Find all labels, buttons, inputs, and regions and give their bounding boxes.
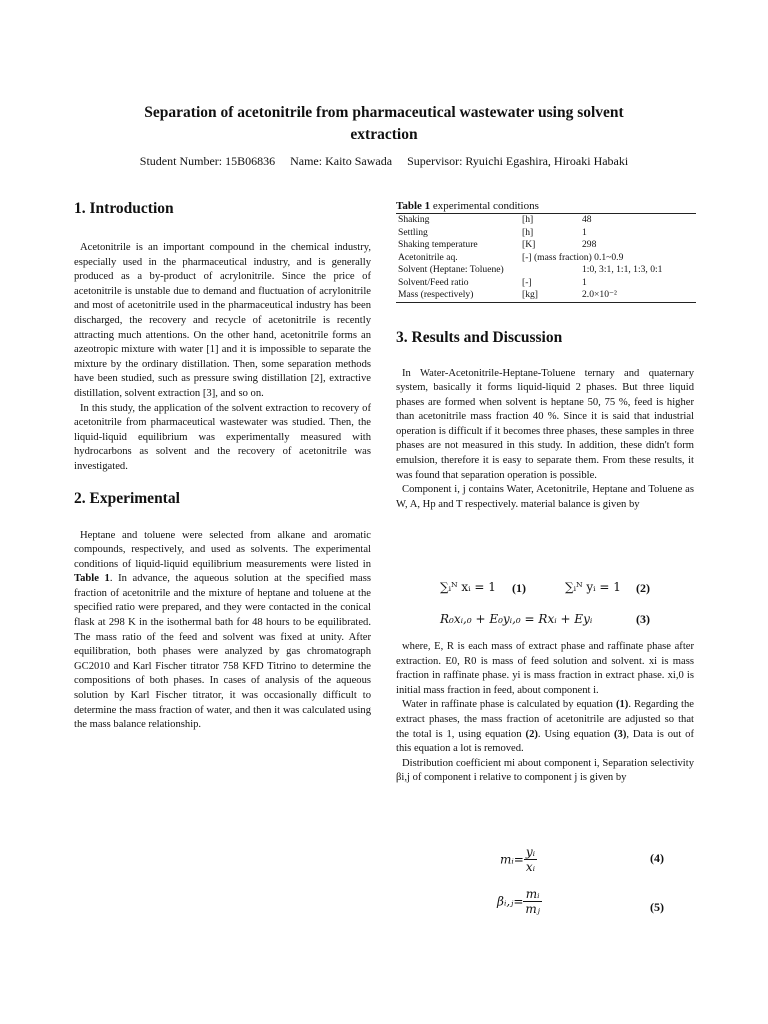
experimental-conditions-table: [396, 213, 696, 303]
table-cell-param: Shaking: [396, 214, 520, 227]
results-paragraph-3: where, E, R is each mass of extract phase and raffinate phase after extraction. E0, R0 is mass of feed solution and solvent. xi is mass fraction in raffinate phase. yi is mass fraction in extract phase. xi,0 is initial mass fraction in feed, about component i.: [396, 641, 694, 696]
equation-1: ∑ᵢᴺ xᵢ = 1: [440, 580, 496, 594]
results-continued: [396, 640, 694, 786]
experimental-text-b: . In advance, the aqueous solution at the specified mass fraction of acetonitrile and the mixture of heptane and toluene at the specified ratio were prepared, and they were contacted in the conical flask at 298 K in the isothermal bath for 48 hours to be equilibrated. The mass ratio of the feed and solvent was fixed at unity. After equilibration, both phases were analyzed by gas chromatograph GC2010 and Karl Fischer titrator 758 KFD Titrino to determine the compositions of both phases. In cases of analysis of the aqueous solution by Karl Fischer titrator, it was occasionally difficult to determine the mass fraction of water, and then it was calculated using the mass balance relationship.: [74, 573, 371, 731]
table-row: [396, 239, 696, 252]
equation-2-number: (2): [636, 581, 650, 595]
results-text-4a: Water in raffinate phase is calculated by equation: [402, 699, 616, 711]
equation-ref-2: (2): [525, 728, 538, 740]
section-heading-experimental: 2. Experimental: [74, 489, 180, 507]
results-text-4c: . Using equation: [537, 728, 615, 740]
table-cell-param: Solvent/Feed ratio: [398, 276, 469, 288]
table-row: [396, 214, 696, 227]
equation-4: [500, 845, 537, 874]
table-cell-param: Solvent (Heptane: Toluene): [398, 264, 504, 275]
equation-3-number: (3): [636, 612, 650, 626]
equation-4-number: (4): [650, 851, 664, 865]
title-line-2: extraction: [350, 126, 418, 143]
title-line-1: Separation of acetonitrile from pharmaceutical wastewater using solvent: [144, 104, 624, 121]
results-paragraph-4: [396, 698, 694, 756]
equation-4-numerator: yᵢ: [525, 845, 536, 859]
student-number: Student Number: 15B06836: [139, 154, 276, 168]
table-cell-unit: [-]: [522, 276, 532, 288]
table-cell-unit: [kg]: [520, 289, 580, 302]
table-cell-param: Settling: [398, 226, 428, 238]
table-cell-value: 1: [582, 226, 587, 238]
table-row: [396, 227, 696, 240]
table-cell-unit: [h]: [522, 226, 534, 238]
results-paragraph-2: Component i, j contains Water, Acetonitrile, Heptane and Toluene as W, A, Hp and T respectively. material balance is given by: [396, 484, 694, 510]
section-heading-results: 3. Results and Discussion: [396, 328, 563, 346]
table-row: [396, 277, 696, 290]
author-line: [60, 154, 708, 169]
table-cell-value: 48: [580, 214, 696, 227]
section-heading-introduction: 1. Introduction: [74, 200, 174, 217]
table-cell-value: 1:0, 3:1, 1:1, 1:3, 0:1: [582, 264, 663, 275]
table-row: [396, 252, 696, 265]
equation-4-lhs: mᵢ=: [500, 852, 524, 867]
experimental-text-a: Heptane and toluene were selected from alkane and aromatic compounds, respectively, and used as solvents. The experimental conditions of liquid-liquid equilibrium measurements were listed in: [74, 529, 371, 570]
table-cell-value: 298: [582, 239, 597, 250]
table-cell-unit: [-] (mass fraction) 0.1~0.9: [522, 251, 624, 263]
table-cell-value: 1: [582, 276, 587, 288]
table-1-reference: Table 1: [74, 573, 110, 585]
equation-5: [497, 887, 542, 916]
right-column: [396, 200, 694, 512]
experimental-paragraph: [74, 529, 371, 733]
equation-2: ∑ᵢᴺ yᵢ = 1: [565, 580, 621, 594]
table-row: [396, 264, 696, 277]
equation-3: R₀xᵢ,₀ + E₀yᵢ,₀ = Rxᵢ + Eyᵢ: [440, 612, 593, 626]
table-cell-value: 2.0×10⁻²: [580, 289, 696, 302]
supervisor: Supervisor: Ryuichi Egashira, Hiroaki Habaki: [407, 154, 629, 168]
equation-5-denominator: mⱼ: [525, 902, 540, 916]
equation-5-number: (5): [650, 900, 664, 914]
author-name: Name: Kaito Sawada: [290, 154, 393, 168]
equation-5-fraction: [523, 887, 542, 916]
equation-ref-1: (1): [615, 699, 629, 711]
table-cell-param: Mass (respectively): [396, 289, 520, 302]
equation-5-lhs: βᵢ,ⱼ=: [497, 894, 524, 909]
equation-1-number: (1): [512, 581, 526, 595]
equation-5-numerator: mᵢ: [523, 887, 542, 902]
table-cell-unit: [h]: [520, 214, 580, 227]
table-cell-param: Acetonitrile aq.: [398, 251, 458, 263]
table-row: [396, 289, 696, 302]
table-cell-param: Shaking temperature: [398, 239, 478, 250]
intro-paragraph-2: In this study, the application of the solvent extraction to recovery of acetonitrile from pharmaceutical wastewater was studied. Then, the liquid-liquid equilibrium was experimentally measured with hydrocarbons as solvent and the recovery of acetonitrile was investigated.: [74, 402, 371, 472]
table-caption-label: Table 1: [396, 200, 431, 212]
equation-4-fraction: [524, 845, 537, 874]
results-text-4d: , Data is out of this equation a lot is removed.: [396, 728, 694, 755]
results-text-4b: . Regarding the extract phases, the mass fraction of acetonitrile are adjusted so that the total is 1, using equation: [396, 699, 694, 740]
equation-ref-3: (3): [614, 728, 627, 740]
intro-paragraph-1: Acetonitrile is an important compound in the chemical industry, especially used in the pharmaceutical industry, and is generally produced as a by-product of acrylonitrile. Since the price of acetonitrile is unstable due to demand and fluctuation of acrylonitrile and most of acetonitrile used in the pharmaceutical industry has been discharged, the recovery and recycle of acetonitrile is recently attracting much attentions. On the other hand, acetonitrile forms an azeotropic mixture with water [1] and it is impossible to separate the mixture by the ordinary distillation. Then, some separation methods have been studied, such as pressure swing distillation [2], extractive distillation, solvent extraction [3], and so on.: [74, 242, 371, 399]
table-caption: [396, 200, 694, 212]
results-paragraph-5: Distribution coefficient mi about component i, Separation selectivity βi,j of component i relative to component j is given by: [396, 757, 694, 784]
results-paragraph-1: In Water-Acetonitrile-Heptane-Toluene ternary and quaternary system, basically it forms liquid-liquid 2 phases. But three liquid phases are formed when solvent is heptane 50, 75 %, feed is higher than acetonitrile mass fraction 40 %. Since it is said that industrial operation is difficult if it becomes three phases, these samples in three phases are not measured in this study. In addition, these didn't form emulsion, therefore it is easy to separate them. From these results, it was found that separation operation is possible.: [396, 367, 694, 481]
table-caption-text: experimental conditions: [430, 200, 539, 212]
table-cell-unit: [520, 264, 580, 277]
table-cell-unit: [K]: [522, 239, 536, 250]
paper-title: [60, 102, 708, 146]
left-column: [74, 200, 371, 733]
equation-4-denominator: xᵢ: [525, 860, 536, 874]
